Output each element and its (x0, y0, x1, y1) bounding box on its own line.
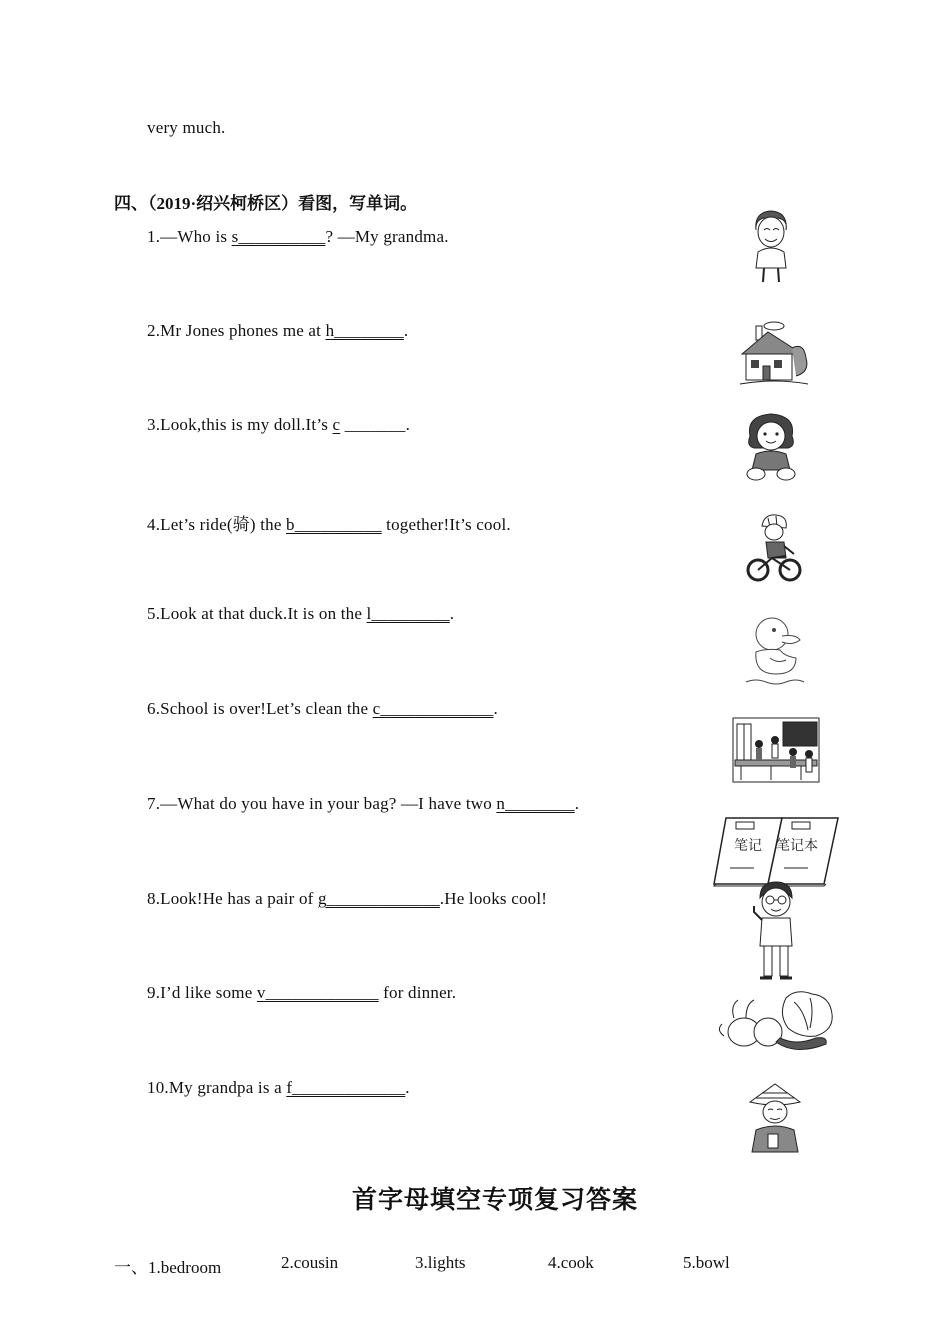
exercise-item-1 (147, 227, 449, 247)
vegetables-picture (716, 988, 836, 1060)
answer-item-1: 一、1.bedroom (114, 1258, 222, 1277)
notebook-label: 笔记 (734, 838, 762, 854)
answer-blank[interactable]: n________ (496, 794, 575, 813)
exercise-item-4 (147, 510, 511, 535)
item-text: 4.Let’s ride(骑) the (147, 515, 287, 534)
exercise-item-8 (147, 889, 547, 909)
doll-picture (742, 410, 800, 482)
item-text: ? —My grandma. (325, 227, 449, 246)
item-text: for dinner. (378, 983, 457, 1002)
boy-glasses-picture (752, 880, 800, 984)
answer-title: 首字母填空专项复习答案 (352, 1187, 639, 1214)
answer-blank[interactable]: f_____________ (286, 1078, 406, 1097)
grandma-picture (748, 208, 794, 284)
duck-picture (744, 612, 806, 688)
section-title: 四、（2019·绍兴柯桥区）看图，写单词。 (114, 194, 418, 213)
item-text: together!It’s cool. (381, 515, 511, 534)
notebooks-picture (712, 812, 840, 888)
exercise-item-3 (147, 415, 410, 435)
exercise-item-9 (147, 983, 456, 1003)
exercise-item-6 (147, 699, 498, 719)
house-picture (738, 318, 810, 388)
exercise-item-5 (147, 604, 454, 624)
item-text: 2.Mr Jones phones me at (147, 321, 326, 340)
answer-blank[interactable]: c (332, 415, 341, 434)
item-text: 3.Look,this is my doll.It’s (147, 415, 333, 434)
item-text: .He looks cool! (439, 889, 548, 908)
answer-item-5: 5.bowl (683, 1253, 730, 1272)
answer-blank[interactable]: v_____________ (256, 983, 379, 1002)
answer-blank[interactable]: b__________ (286, 515, 382, 534)
classroom-picture (731, 716, 821, 784)
exercise-item-7 (147, 794, 579, 814)
answer-item-3: 3.lights (415, 1253, 466, 1272)
farmer-picture (746, 1082, 804, 1154)
item-text: 9.I’d like some (147, 983, 257, 1002)
item-text: . (403, 321, 409, 340)
item-text: 8.Look!He has a pair of (147, 889, 318, 908)
answer-blank[interactable]: g_____________ (317, 889, 440, 908)
item-text: . (449, 604, 455, 623)
item-text: 7.—What do you have in your bag? —I have two (147, 794, 497, 813)
answer-blank[interactable]: c_____________ (372, 699, 494, 718)
bike-picture (746, 512, 802, 584)
item-text: . (493, 699, 498, 718)
item-text: _______. (340, 415, 411, 434)
item-text: . (405, 1078, 410, 1097)
notebook-label: 笔记本 (776, 838, 818, 854)
answer-blank[interactable]: h________ (325, 321, 404, 340)
item-text: 5.Look at that duck.It is on the (147, 604, 367, 623)
item-text: . (574, 794, 580, 813)
continuation-text: very much. (147, 118, 226, 137)
answer-blank[interactable]: l_________ (366, 604, 450, 623)
answer-item-4: 4.cook (548, 1253, 594, 1272)
exercise-item-10 (147, 1078, 410, 1098)
item-text: 1.—Who is (147, 227, 232, 246)
answer-item-2: 2.cousin (281, 1253, 339, 1272)
exercise-item-2 (147, 321, 408, 341)
item-text: 10.My grandpa is a (147, 1078, 287, 1097)
answer-blank[interactable]: s__________ (231, 227, 326, 246)
item-text: 6.School is over!Let’s clean the (147, 699, 373, 718)
